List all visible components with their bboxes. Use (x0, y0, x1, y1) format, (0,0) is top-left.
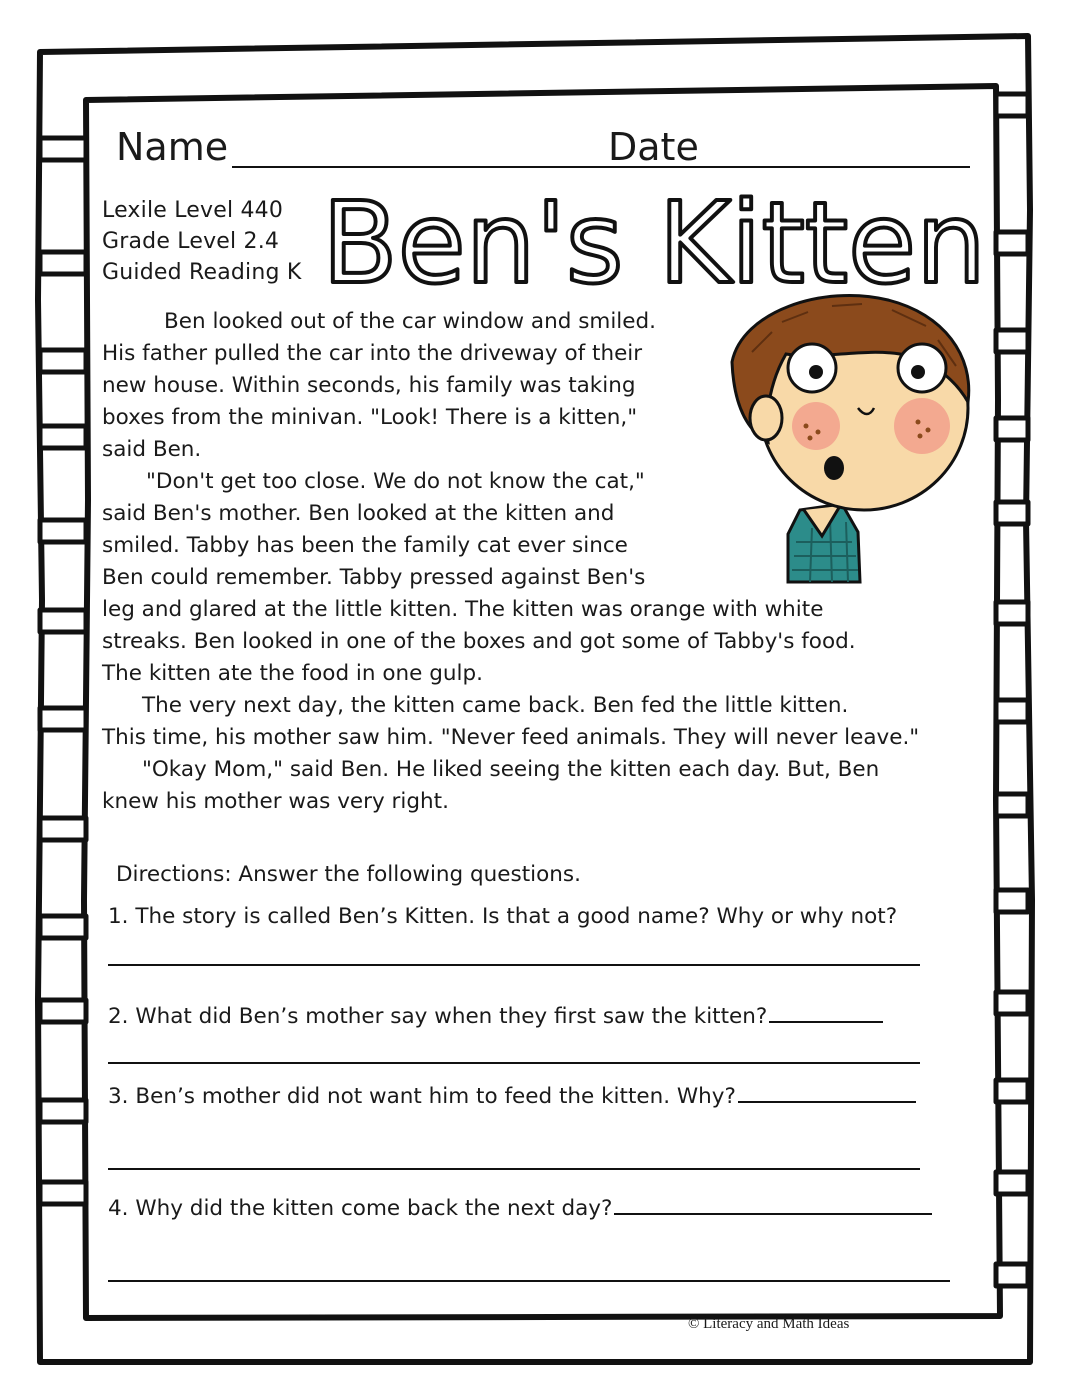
story-line: Ben looked out of the car window and smiled. (164, 309, 656, 334)
copyright: © Literacy and Math Ideas (688, 1316, 850, 1332)
grade-level: Grade Level 2.4 (102, 229, 280, 254)
story-line: said Ben's mother. Ben looked at the kitten and (102, 501, 615, 526)
story-line: said Ben. (102, 437, 202, 462)
answer-line-1[interactable] (108, 964, 920, 966)
answer-line-3a[interactable] (738, 1081, 916, 1103)
lexile-level: Lexile Level 440 (102, 198, 284, 223)
reading-levels (102, 195, 301, 288)
directions: Directions: Answer the following questions. (116, 862, 581, 887)
question-4-text: 4. Why did the kitten come back the next day? (108, 1196, 613, 1221)
answer-line-2[interactable] (108, 1062, 920, 1064)
question-2 (108, 1000, 883, 1034)
question-3-text: 3. Ben’s mother did not want him to feed the kitten. Why? (108, 1084, 736, 1109)
question-1: 1. The story is called Ben’s Kitten. Is that a good name? Why or why not? (108, 904, 898, 929)
story-line: The kitten ate the food in one gulp. (102, 661, 483, 686)
guided-reading-level: Guided Reading K (102, 260, 302, 285)
story-line: "Don't get too close. We do not know the cat," (146, 469, 645, 494)
question-3 (108, 1080, 916, 1114)
story-line: Ben could remember. Tabby pressed against Ben's (102, 565, 646, 590)
answer-line-2a[interactable] (769, 1001, 883, 1023)
story-line: His father pulled the car into the driveway of their (102, 341, 643, 366)
story-title-text: Ben's Kitten (322, 180, 986, 292)
story-line: boxes from the minivan. "Look! There is a kitten," (102, 405, 638, 430)
story-line: streaks. Ben looked in one of the boxes and got some of Tabby's food. (102, 629, 856, 654)
story-line: leg and glared at the little kitten. The kitten was orange with white (102, 597, 824, 622)
answer-line-4a[interactable] (614, 1193, 932, 1215)
story-line: knew his mother was very right. (102, 789, 449, 814)
story-line: new house. Within seconds, his family was taking (102, 373, 636, 398)
story-line: smiled. Tabby has been the family cat ever since (102, 533, 628, 558)
story-line: "Okay Mom," said Ben. He liked seeing the kitten each day. But, Ben (142, 757, 880, 782)
story-title (318, 180, 994, 292)
name-label: Name (116, 125, 229, 169)
name-date-row (116, 122, 976, 172)
answer-line-4[interactable] (108, 1280, 950, 1282)
question-4 (108, 1192, 932, 1226)
boy-illustration (712, 292, 974, 584)
date-label: Date (608, 125, 699, 169)
story-line: The very next day, the kitten came back. Ben fed the little kitten. (142, 693, 849, 718)
story-line: This time, his mother saw him. "Never feed animals. They will never leave." (102, 725, 920, 750)
answer-line-3[interactable] (108, 1168, 920, 1170)
question-2-text: 2. What did Ben’s mother say when they first saw the kitten? (108, 1004, 768, 1029)
date-field[interactable] (708, 166, 970, 168)
